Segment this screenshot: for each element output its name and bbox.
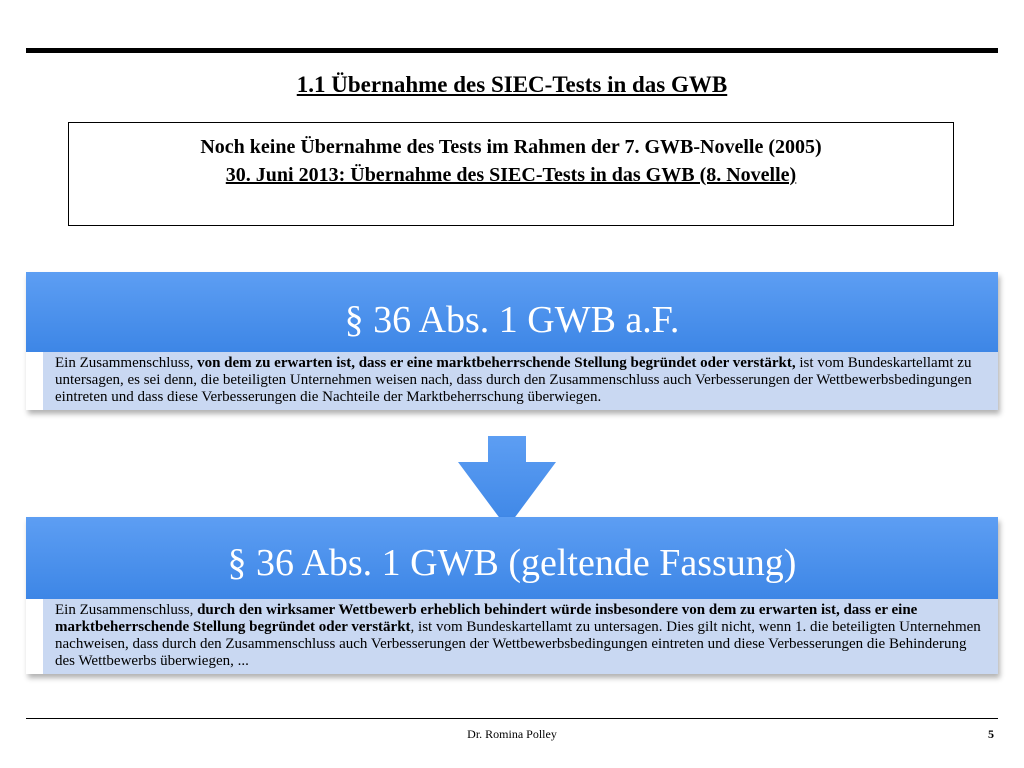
old-version-text [43,352,998,410]
old-text-bold: von dem zu erwarten ist, dass er eine marktbeherrschende Stellung begründet oder verstärkt, [197,355,796,371]
note-line-1: Noch keine Übernahme des Tests im Rahmen der 7. GWB-Novelle (2005) [200,136,822,158]
old-version-heading: § 36 Abs. 1 GWB a.F. [26,272,998,352]
down-arrow-icon [458,436,556,528]
old-text-pre: Ein Zusammenschluss, [55,355,198,371]
note-line-2: 30. Juni 2013: Übernahme des SIEC-Tests in das GWB (8. Novelle) [225,164,797,186]
footer-author: Dr. Romina Polley [467,727,557,741]
new-text-pre: Ein Zusammenschluss, [55,602,198,618]
page-number: 5 [988,727,994,741]
new-version-panel [26,517,998,674]
top-rule [26,48,998,53]
old-version-panel [26,272,998,410]
note-box [68,122,954,226]
new-version-heading: § 36 Abs. 1 GWB (geltende Fassung) [26,517,998,599]
new-text-post: , ist vom Bundeskartellamt zu untersagen. Dies gilt nicht, wenn 1. die beteiligten Unternehmen nachweisen, dass durch den Zusammenschluss auch Verbesserungen der Wettbewerbsbedingungen eintreten und diese Verbesserungen die Behinderung des Wettbewerbs überwiegen, ... [55,619,981,669]
new-version-text [43,599,998,674]
new-text-bold: durch den wirksamer Wettbewerb erheblich behindert würde insbesondere von dem zu erwarten ist, dass er eine marktbeherrschende Stellung begründet oder verstärkt [55,602,918,635]
old-text-post: ist vom Bundeskartellamt zu untersagen, es sei denn, die beteiligten Unternehmen weisen nach, dass durch den Zusammenschluss auch Verbesserungen der Wettbewerbsbedingungen eintreten und dass diese Verbesserungen die Nachteile der Marktbeherrschung überwiegen. [55,355,972,405]
slide-title: 1.1 Übernahme des SIEC-Tests in das GWB [296,72,728,97]
bottom-rule [26,718,998,719]
